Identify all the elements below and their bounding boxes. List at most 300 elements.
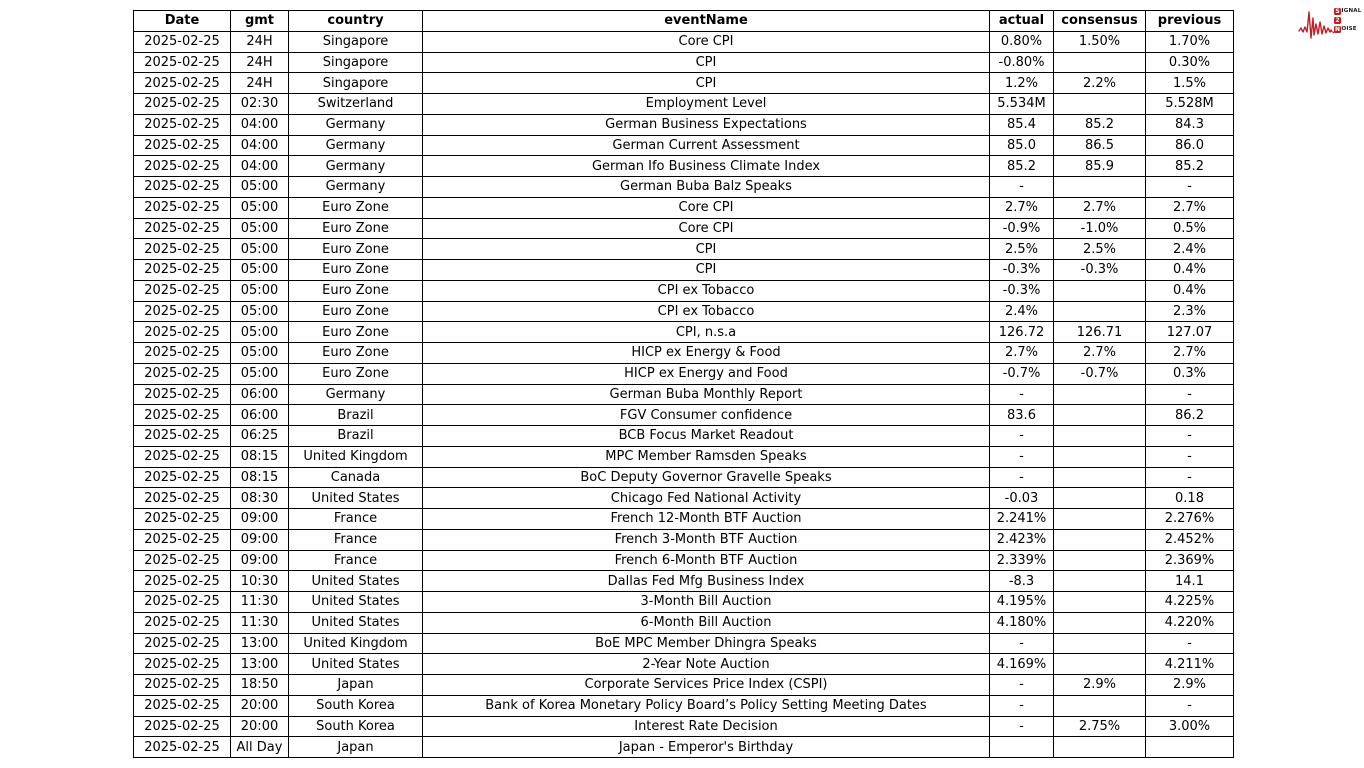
table-cell: 18:50	[231, 675, 289, 696]
table-cell: 4.169%	[990, 654, 1054, 675]
table-cell: French 12-Month BTF Auction	[423, 509, 990, 530]
table-cell: 2025-02-25	[134, 654, 231, 675]
table-cell: Germany	[289, 156, 423, 177]
table-cell: 06:00	[231, 384, 289, 405]
table-cell: 86.5	[1054, 135, 1146, 156]
table-cell: 2.7%	[1146, 343, 1234, 364]
table-row	[134, 695, 1234, 716]
column-header-consensus: consensus	[1054, 11, 1146, 32]
table-cell: 02:30	[231, 94, 289, 115]
table-row	[134, 529, 1234, 550]
table-cell: 2.2%	[1054, 73, 1146, 94]
table-cell: 2.9%	[1054, 675, 1146, 696]
table-cell: 127.07	[1146, 322, 1234, 343]
table-cell: -	[1146, 633, 1234, 654]
table-cell	[1054, 654, 1146, 675]
table-cell: 86.0	[1146, 135, 1234, 156]
column-header-gmt: gmt	[231, 11, 289, 32]
table-cell	[1054, 52, 1146, 73]
table-body	[134, 31, 1234, 757]
table-row	[134, 654, 1234, 675]
table-cell: Germany	[289, 135, 423, 156]
table-cell: 2.7%	[1054, 197, 1146, 218]
logo-text-oise: OISE	[1341, 26, 1357, 32]
table-cell: Employment Level	[423, 94, 990, 115]
table-cell: MPC Member Ramsden Speaks	[423, 446, 990, 467]
table-cell: CPI	[423, 260, 990, 281]
table-cell: United Kingdom	[289, 446, 423, 467]
table-cell: 2025-02-25	[134, 218, 231, 239]
table-cell: German Buba Balz Speaks	[423, 177, 990, 198]
table-cell	[1054, 695, 1146, 716]
table-cell: 2.7%	[990, 343, 1054, 364]
table-cell: German Buba Monthly Report	[423, 384, 990, 405]
table-cell	[1054, 612, 1146, 633]
table-cell: 85.9	[1054, 156, 1146, 177]
logo-line-signal	[1334, 7, 1361, 15]
table-cell: 2025-02-25	[134, 509, 231, 530]
table-cell: Singapore	[289, 73, 423, 94]
table-cell: United Kingdom	[289, 633, 423, 654]
table-cell: -0.9%	[990, 218, 1054, 239]
table-cell: 2025-02-25	[134, 280, 231, 301]
table-cell: French 3-Month BTF Auction	[423, 529, 990, 550]
table-cell: Japan - Emperor's Birthday	[423, 737, 990, 758]
table-cell: Euro Zone	[289, 218, 423, 239]
table-cell: 05:00	[231, 260, 289, 281]
table-cell: 05:00	[231, 239, 289, 260]
table-row	[134, 446, 1234, 467]
table-cell: Germany	[289, 384, 423, 405]
table-cell: South Korea	[289, 716, 423, 737]
table-cell: 2025-02-25	[134, 384, 231, 405]
table-row	[134, 737, 1234, 758]
signal2noise-logo	[1298, 5, 1361, 41]
table-cell: All Day	[231, 737, 289, 758]
table-cell: CPI ex Tobacco	[423, 301, 990, 322]
table-cell: 05:00	[231, 197, 289, 218]
table-cell: -	[1146, 695, 1234, 716]
table-cell: Bank of Korea Monetary Policy Board’s Policy Setting Meeting Dates	[423, 695, 990, 716]
table-cell: 24H	[231, 73, 289, 94]
table-cell: 3.00%	[1146, 716, 1234, 737]
table-cell: 2.4%	[1146, 239, 1234, 260]
table-cell: 09:00	[231, 509, 289, 530]
table-cell	[1054, 529, 1146, 550]
table-cell: 05:00	[231, 177, 289, 198]
table-cell: Singapore	[289, 52, 423, 73]
table-cell: 85.4	[990, 114, 1054, 135]
table-cell: 2025-02-25	[134, 571, 231, 592]
table-cell: French 6-Month BTF Auction	[423, 550, 990, 571]
table-row	[134, 612, 1234, 633]
table-cell: -	[990, 633, 1054, 654]
table-cell: 2.339%	[990, 550, 1054, 571]
table-cell: 2025-02-25	[134, 177, 231, 198]
table-cell: France	[289, 529, 423, 550]
table-cell: United States	[289, 592, 423, 613]
table-cell: 4.225%	[1146, 592, 1234, 613]
logo-text-ignal: IGNAL	[1341, 8, 1362, 14]
table-cell: 84.3	[1146, 114, 1234, 135]
table-cell: 2025-02-25	[134, 94, 231, 115]
table-row	[134, 426, 1234, 447]
table-cell: 5.528M	[1146, 94, 1234, 115]
table-row	[134, 384, 1234, 405]
table-row	[134, 94, 1234, 115]
table-cell: 05:00	[231, 218, 289, 239]
table-cell: 09:00	[231, 550, 289, 571]
table-cell: 20:00	[231, 716, 289, 737]
table-cell: 2025-02-25	[134, 156, 231, 177]
column-header-eventname: eventName	[423, 11, 990, 32]
table-cell: HICP ex Energy and Food	[423, 363, 990, 384]
table-row	[134, 675, 1234, 696]
table-cell	[1054, 467, 1146, 488]
table-cell: 2.3%	[1146, 301, 1234, 322]
table-cell: 2025-02-25	[134, 260, 231, 281]
table-cell: Interest Rate Decision	[423, 716, 990, 737]
table-cell: 2025-02-25	[134, 363, 231, 384]
table-cell: 2025-02-25	[134, 197, 231, 218]
table-cell: 2.276%	[1146, 509, 1234, 530]
table-cell: 0.18	[1146, 488, 1234, 509]
table-cell: 2.7%	[1146, 197, 1234, 218]
table-cell: 2.9%	[1146, 675, 1234, 696]
table-cell: Brazil	[289, 405, 423, 426]
table-cell	[1054, 509, 1146, 530]
table-cell: 2025-02-25	[134, 467, 231, 488]
table-cell: 1.70%	[1146, 31, 1234, 52]
table-cell: -	[1146, 426, 1234, 447]
table-cell: 1.5%	[1146, 73, 1234, 94]
logo-line-noise	[1334, 25, 1361, 33]
table-cell: South Korea	[289, 695, 423, 716]
table-cell: -	[990, 177, 1054, 198]
table-cell: 6-Month Bill Auction	[423, 612, 990, 633]
table-cell: CPI	[423, 52, 990, 73]
table-row	[134, 405, 1234, 426]
table-row	[134, 156, 1234, 177]
table-row	[134, 343, 1234, 364]
table-cell: 2025-02-25	[134, 52, 231, 73]
table-cell: -0.3%	[990, 260, 1054, 281]
table-row	[134, 73, 1234, 94]
table-row	[134, 135, 1234, 156]
table-cell: 04:00	[231, 135, 289, 156]
table-cell: 1.2%	[990, 73, 1054, 94]
table-cell: 2025-02-25	[134, 239, 231, 260]
table-cell: 85.0	[990, 135, 1054, 156]
table-cell: 2.4%	[990, 301, 1054, 322]
table-cell	[1054, 384, 1146, 405]
table-cell: -8.3	[990, 571, 1054, 592]
table-cell: Corporate Services Price Index (CSPI)	[423, 675, 990, 696]
table-cell: 05:00	[231, 322, 289, 343]
table-cell: CPI	[423, 73, 990, 94]
table-cell: United States	[289, 612, 423, 633]
table-cell: -	[1146, 446, 1234, 467]
table-cell: 08:15	[231, 446, 289, 467]
table-cell: 11:30	[231, 592, 289, 613]
economic-calendar-table	[133, 10, 1234, 758]
table-cell: Canada	[289, 467, 423, 488]
table-cell: Singapore	[289, 31, 423, 52]
table-cell: 2025-02-25	[134, 633, 231, 654]
table-cell: -	[1146, 384, 1234, 405]
table-cell: 2025-02-25	[134, 675, 231, 696]
table-cell: -0.7%	[990, 363, 1054, 384]
table-cell: 0.5%	[1146, 218, 1234, 239]
table-cell: Germany	[289, 177, 423, 198]
table-cell: 13:00	[231, 654, 289, 675]
table-cell: United States	[289, 488, 423, 509]
table-cell	[1054, 280, 1146, 301]
table-cell: Dallas Fed Mfg Business Index	[423, 571, 990, 592]
table-cell: Japan	[289, 675, 423, 696]
table-cell: 2025-02-25	[134, 405, 231, 426]
table-cell: Japan	[289, 737, 423, 758]
table-cell: United States	[289, 571, 423, 592]
table-cell: 08:15	[231, 467, 289, 488]
table-cell: -0.7%	[1054, 363, 1146, 384]
table-cell: 20:00	[231, 695, 289, 716]
table-cell: 0.30%	[1146, 52, 1234, 73]
table-cell	[990, 737, 1054, 758]
table-cell: 3-Month Bill Auction	[423, 592, 990, 613]
table-cell: 2025-02-25	[134, 737, 231, 758]
table-cell	[1054, 405, 1146, 426]
table-header-row	[134, 11, 1234, 32]
table-cell: 2.7%	[1054, 343, 1146, 364]
table-cell: 2.369%	[1146, 550, 1234, 571]
table-cell: -1.0%	[1054, 218, 1146, 239]
table-cell: 126.72	[990, 322, 1054, 343]
logo-wordmark	[1334, 7, 1361, 33]
table-cell: Euro Zone	[289, 280, 423, 301]
table-cell: BoC Deputy Governor Gravelle Speaks	[423, 467, 990, 488]
table-row	[134, 218, 1234, 239]
table-row	[134, 488, 1234, 509]
table-cell: -0.3%	[1054, 260, 1146, 281]
table-row	[134, 592, 1234, 613]
table-cell	[1054, 446, 1146, 467]
table-cell: -	[1146, 177, 1234, 198]
table-cell: Germany	[289, 114, 423, 135]
table-cell: 09:00	[231, 529, 289, 550]
table-cell	[1054, 571, 1146, 592]
table-cell: 126.71	[1054, 322, 1146, 343]
table-cell	[1054, 301, 1146, 322]
table-cell: 2025-02-25	[134, 114, 231, 135]
table-row	[134, 467, 1234, 488]
column-header-country: country	[289, 11, 423, 32]
table-cell: 10:30	[231, 571, 289, 592]
table-cell: 4.211%	[1146, 654, 1234, 675]
table-cell: 04:00	[231, 156, 289, 177]
table-cell	[1054, 177, 1146, 198]
table-cell: CPI, n.s.a	[423, 322, 990, 343]
table-cell: Euro Zone	[289, 343, 423, 364]
table-cell: 05:00	[231, 301, 289, 322]
table-cell	[1054, 592, 1146, 613]
table-cell: Euro Zone	[289, 363, 423, 384]
table-cell: 06:00	[231, 405, 289, 426]
table-cell	[1054, 488, 1146, 509]
table-cell: -	[990, 384, 1054, 405]
waveform-icon	[1298, 5, 1338, 41]
logo-letter-s: S	[1335, 7, 1340, 15]
table-cell: 2.452%	[1146, 529, 1234, 550]
table-cell: -	[1146, 467, 1234, 488]
table-cell: 2025-02-25	[134, 695, 231, 716]
table-cell: 83.6	[990, 405, 1054, 426]
table-cell: France	[289, 509, 423, 530]
table-cell: German Ifo Business Climate Index	[423, 156, 990, 177]
table-cell: 13:00	[231, 633, 289, 654]
table-cell: -	[990, 675, 1054, 696]
table-cell: -	[990, 467, 1054, 488]
logo-letter-n: N	[1334, 25, 1341, 33]
table-cell: 2025-02-25	[134, 612, 231, 633]
table-cell: -	[990, 716, 1054, 737]
table-cell: 2-Year Note Auction	[423, 654, 990, 675]
column-header-actual: actual	[990, 11, 1054, 32]
table-cell: -	[990, 426, 1054, 447]
table-cell: 24H	[231, 52, 289, 73]
table-cell: France	[289, 550, 423, 571]
table-cell: Euro Zone	[289, 260, 423, 281]
table-cell: Core CPI	[423, 31, 990, 52]
table-cell: 5.534M	[990, 94, 1054, 115]
table-cell: 85.2	[990, 156, 1054, 177]
table-row	[134, 363, 1234, 384]
table-row	[134, 31, 1234, 52]
column-header-date: Date	[134, 11, 231, 32]
table-row	[134, 322, 1234, 343]
table-cell: 2025-02-25	[134, 446, 231, 467]
table-cell: 0.4%	[1146, 280, 1234, 301]
table-cell: 14.1	[1146, 571, 1234, 592]
table-cell: -	[990, 446, 1054, 467]
table-cell: 4.180%	[990, 612, 1054, 633]
table-cell	[1054, 94, 1146, 115]
table-cell: German Business Expectations	[423, 114, 990, 135]
table-row	[134, 716, 1234, 737]
table-cell: CPI ex Tobacco	[423, 280, 990, 301]
table-cell: BCB Focus Market Readout	[423, 426, 990, 447]
table-cell: 2025-02-25	[134, 488, 231, 509]
table-row	[134, 239, 1234, 260]
table-row	[134, 260, 1234, 281]
table-cell	[1054, 550, 1146, 571]
table-cell: 04:00	[231, 114, 289, 135]
table-cell: 05:00	[231, 280, 289, 301]
table-cell	[1054, 737, 1146, 758]
table-cell: 08:30	[231, 488, 289, 509]
table-cell: Brazil	[289, 426, 423, 447]
table-cell: United States	[289, 654, 423, 675]
table-cell: 86.2	[1146, 405, 1234, 426]
table-cell: -0.03	[990, 488, 1054, 509]
table-cell: 85.2	[1146, 156, 1234, 177]
table-cell: 06:25	[231, 426, 289, 447]
table-row	[134, 550, 1234, 571]
table-cell: 4.195%	[990, 592, 1054, 613]
table-cell: Euro Zone	[289, 197, 423, 218]
table-cell	[1054, 426, 1146, 447]
table-cell: 2025-02-25	[134, 73, 231, 94]
table-cell: 2025-02-25	[134, 592, 231, 613]
table-row	[134, 301, 1234, 322]
table-cell: 2.241%	[990, 509, 1054, 530]
table-cell: 85.2	[1054, 114, 1146, 135]
table-cell: 05:00	[231, 363, 289, 384]
table-cell: 2025-02-25	[134, 322, 231, 343]
table-cell: Euro Zone	[289, 239, 423, 260]
table-cell: 05:00	[231, 343, 289, 364]
logo-line-two	[1334, 16, 1361, 24]
table-cell: 2025-02-25	[134, 550, 231, 571]
table-cell: -0.80%	[990, 52, 1054, 73]
table-row	[134, 197, 1234, 218]
table-row	[134, 114, 1234, 135]
table-cell: Core CPI	[423, 197, 990, 218]
table-cell	[1054, 633, 1146, 654]
table-cell: HICP ex Energy & Food	[423, 343, 990, 364]
table-cell: CPI	[423, 239, 990, 260]
table-cell: 4.220%	[1146, 612, 1234, 633]
table-cell: 24H	[231, 31, 289, 52]
table-cell: German Current Assessment	[423, 135, 990, 156]
column-header-previous: previous	[1146, 11, 1234, 32]
table-row	[134, 571, 1234, 592]
table-cell: 2025-02-25	[134, 301, 231, 322]
table-cell: 2.5%	[1054, 239, 1146, 260]
table-cell: 11:30	[231, 612, 289, 633]
table-cell: BoE MPC Member Dhingra Speaks	[423, 633, 990, 654]
table-row	[134, 280, 1234, 301]
table-cell: 0.80%	[990, 31, 1054, 52]
table-cell: 0.4%	[1146, 260, 1234, 281]
table-cell: 2025-02-25	[134, 426, 231, 447]
table-cell: Core CPI	[423, 218, 990, 239]
table-cell: -0.3%	[990, 280, 1054, 301]
table-cell: 2.75%	[1054, 716, 1146, 737]
table-cell: FGV Consumer confidence	[423, 405, 990, 426]
table-cell: Euro Zone	[289, 322, 423, 343]
table-row	[134, 509, 1234, 530]
table-row	[134, 633, 1234, 654]
table-cell: 2025-02-25	[134, 716, 231, 737]
logo-letter-2: 2	[1335, 16, 1340, 24]
table-cell: 2025-02-25	[134, 529, 231, 550]
table-cell: -	[990, 695, 1054, 716]
table-row	[134, 52, 1234, 73]
table-row	[134, 177, 1234, 198]
table-cell: 1.50%	[1054, 31, 1146, 52]
table-cell: 2.5%	[990, 239, 1054, 260]
table-cell: 2025-02-25	[134, 135, 231, 156]
table-cell: 2.423%	[990, 529, 1054, 550]
table-cell: Euro Zone	[289, 301, 423, 322]
table-cell: 0.3%	[1146, 363, 1234, 384]
table-cell: Switzerland	[289, 94, 423, 115]
table-cell: 2025-02-25	[134, 343, 231, 364]
table-cell: Chicago Fed National Activity	[423, 488, 990, 509]
table-cell	[1146, 737, 1234, 758]
table-cell: 2025-02-25	[134, 31, 231, 52]
